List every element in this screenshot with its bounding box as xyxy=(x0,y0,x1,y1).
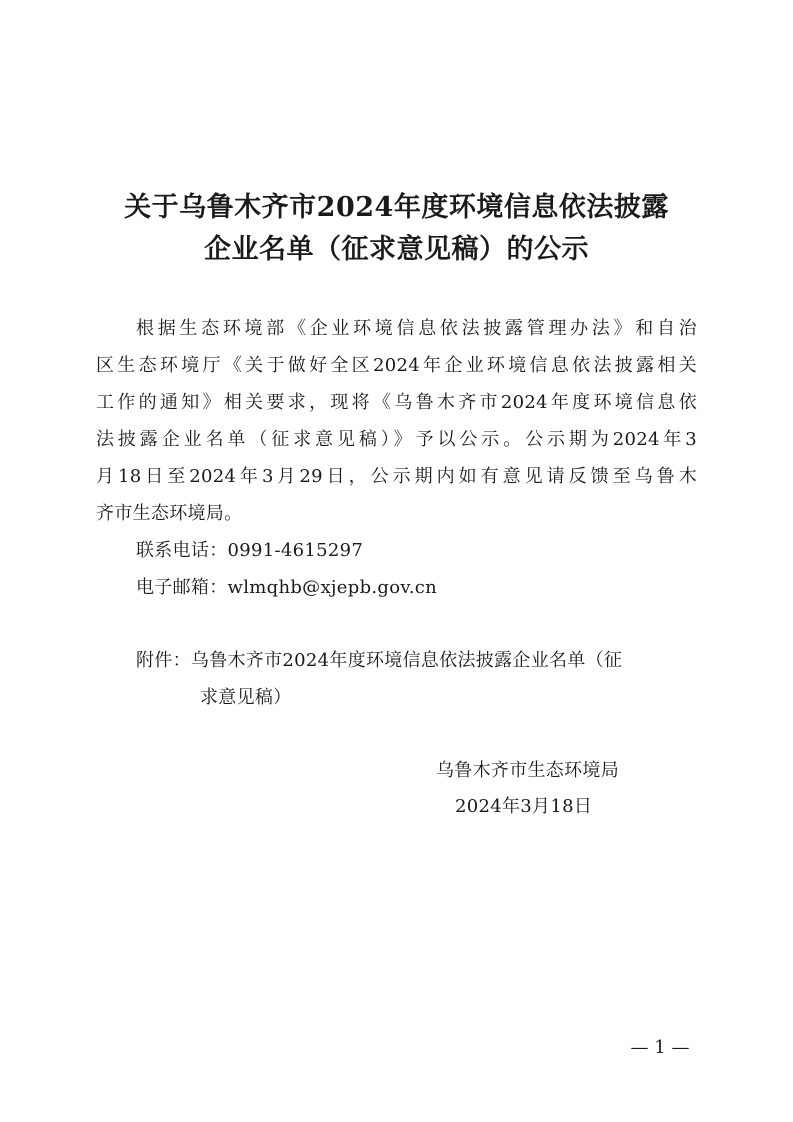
attachment-line-1: 附件：乌鲁木齐市2024年度环境信息依法披露企业名单（征 xyxy=(136,650,623,671)
contact-email: 电子邮箱：wlmqhb@xjepb.gov.cn xyxy=(136,577,438,598)
page-number: — 1 — xyxy=(630,1037,690,1058)
body-paragraph-line: 根据生态环境部《企业环境信息依法披露管理办法》和自治 xyxy=(136,318,697,339)
contact-phone: 联系电话：0991-4615297 xyxy=(136,540,364,561)
signature-organization: 乌鲁木齐市生态环境局 xyxy=(436,760,619,781)
body-paragraph-line: 区生态环境厅《关于做好全区2024年企业环境信息依法披露相关 xyxy=(96,355,697,376)
body-paragraph-line: 法披露企业名单（征求意见稿）》予以公示。公示期为2024年3 xyxy=(96,429,697,450)
body-paragraph-line: 月18日至2024年3月29日，公示期内如有意见请反馈至乌鲁木 xyxy=(96,466,697,487)
document-title-line-2: 企业名单（征求意见稿）的公示 xyxy=(204,234,589,265)
body-paragraph-line: 齐市生态环境局。 xyxy=(96,503,243,524)
document-title-line-1: 关于乌鲁木齐市2024年度环境信息依法披露 xyxy=(124,192,669,223)
body-paragraph-line: 工作的通知》相关要求，现将《乌鲁木齐市2024年度环境信息依 xyxy=(96,392,697,413)
attachment-line-2: 求意见稿） xyxy=(200,687,292,708)
signature-date: 2024年3月18日 xyxy=(455,796,593,817)
